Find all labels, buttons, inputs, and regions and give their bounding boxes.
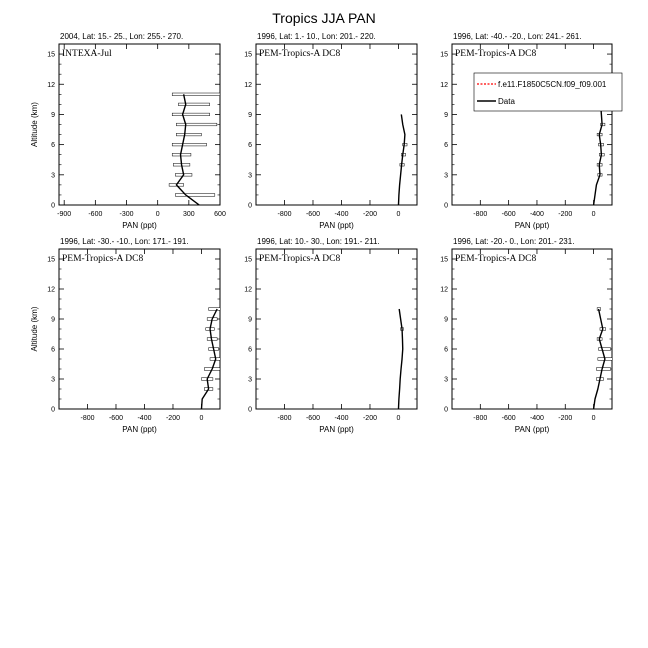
y-tick-label: 0 — [248, 202, 252, 210]
x-tick-label: -200 — [362, 211, 377, 218]
x-tick-label: -400 — [529, 211, 544, 218]
y-tick-label: 12 — [244, 286, 252, 294]
panel-5 — [244, 237, 417, 434]
x-tick-label: -300 — [119, 211, 134, 218]
plot-frame — [256, 44, 417, 205]
x-axis-label: PAN (ppt) — [514, 425, 550, 434]
y-tick-label: 9 — [444, 316, 448, 324]
x-tick-label: 0 — [155, 211, 160, 218]
x-axis-label: PAN (ppt) — [514, 221, 550, 230]
campaign-label: PEM-Tropics-A DC8 — [62, 254, 144, 264]
y-tick-label: 9 — [51, 111, 55, 119]
x-tick-label: -800 — [277, 415, 292, 422]
error-bar — [176, 123, 217, 126]
y-tick-label: 0 — [51, 406, 55, 414]
legend-model-label: f.e11.F1850C5CN.f09_f09.001 — [498, 80, 607, 89]
panel-header: 2004, Lat: 15.- 25., Lon: 255.- 270. — [60, 32, 184, 41]
y-tick-label: 9 — [248, 316, 252, 324]
x-axis-label: PAN (ppt) — [319, 425, 354, 434]
x-tick-label: -800 — [80, 415, 95, 422]
panel-header: 1996, Lat: -30.- -10., Lon: 171.- 191. — [60, 237, 189, 246]
y-tick-label: 3 — [444, 376, 448, 384]
x-tick-label: 0 — [199, 415, 204, 422]
x-tick-label: -800 — [277, 211, 292, 218]
y-tick-label: 3 — [51, 376, 55, 384]
x-tick-label: -200 — [558, 415, 573, 422]
x-tick-label: -600 — [108, 415, 123, 422]
data-line — [398, 114, 404, 205]
plot-frame — [59, 249, 220, 409]
y-tick-label: 15 — [440, 256, 448, 264]
x-axis-label: PAN (ppt) — [122, 221, 157, 230]
x-axis-label: PAN (ppt) — [319, 221, 354, 230]
panel-6 — [440, 237, 613, 434]
y-tick-label: 3 — [51, 172, 55, 180]
x-tick-label: 300 — [182, 211, 195, 218]
plot-frame — [256, 249, 417, 409]
error-bar — [178, 103, 209, 106]
x-tick-label: -400 — [529, 415, 544, 422]
data-line — [176, 94, 199, 205]
y-tick-label: 0 — [51, 202, 55, 210]
panels — [30, 32, 622, 434]
plot-area — [201, 308, 221, 409]
panel-header: 1996, Lat: 10.- 30., Lon: 191.- 211. — [257, 237, 380, 246]
y-tick-label: 12 — [440, 81, 448, 89]
y-axis-label: Altitude (km) — [30, 306, 39, 352]
x-axis-label: PAN (ppt) — [122, 425, 157, 434]
y-tick-label: 3 — [248, 172, 252, 180]
legend — [474, 73, 622, 111]
x-tick-label: 0 — [591, 415, 596, 422]
plot-area — [594, 104, 605, 205]
panel-header: 1996, Lat: -40.- -20., Lon: 241.- 261. — [453, 32, 582, 41]
campaign-label: INTEXA-Jul — [62, 49, 112, 59]
plot-area — [594, 308, 614, 409]
campaign-label: PEM-Tropics-A DC8 — [259, 254, 341, 264]
error-bar — [175, 194, 214, 197]
x-tick-label: -600 — [305, 415, 320, 422]
x-tick-label: -200 — [362, 415, 377, 422]
y-tick-label: 15 — [244, 256, 252, 264]
x-tick-label: -900 — [57, 211, 72, 218]
plot-area — [398, 309, 403, 409]
error-bar — [596, 368, 610, 371]
y-tick-label: 6 — [51, 346, 55, 354]
panel-1 — [30, 32, 226, 230]
data-line — [594, 104, 602, 205]
y-tick-label: 15 — [440, 51, 448, 59]
error-bar — [599, 348, 611, 351]
y-tick-label: 0 — [444, 406, 448, 414]
error-bar — [172, 143, 206, 146]
y-tick-label: 6 — [444, 346, 448, 354]
y-tick-label: 6 — [51, 142, 55, 150]
data-line — [398, 309, 402, 409]
x-tick-label: -400 — [137, 415, 152, 422]
legend-box — [474, 73, 622, 111]
x-tick-label: -600 — [88, 211, 103, 218]
y-tick-label: 3 — [248, 376, 252, 384]
y-tick-label: 15 — [244, 51, 252, 59]
x-tick-label: -200 — [558, 211, 573, 218]
x-tick-label: 0 — [396, 211, 401, 218]
campaign-label: PEM-Tropics-A DC8 — [455, 49, 537, 59]
error-bar — [176, 133, 201, 136]
x-tick-label: -800 — [473, 415, 488, 422]
plot-frame — [452, 44, 612, 205]
error-bar — [172, 93, 220, 96]
y-tick-label: 12 — [47, 81, 55, 89]
error-bar — [598, 358, 614, 361]
panel-header: 1996, Lat: -20.- 0., Lon: 201.- 231. — [453, 237, 575, 246]
x-tick-label: -200 — [165, 415, 180, 422]
panel-header: 1996, Lat: 1.- 10., Lon: 201.- 220. — [257, 32, 376, 41]
y-tick-label: 9 — [444, 111, 448, 119]
plot-area — [169, 93, 220, 205]
x-tick-label: -600 — [501, 211, 516, 218]
campaign-label: PEM-Tropics-A DC8 — [259, 49, 341, 59]
y-tick-label: 12 — [440, 286, 448, 294]
error-bar — [172, 153, 191, 156]
x-tick-label: 600 — [214, 211, 226, 218]
x-tick-label: -800 — [473, 211, 488, 218]
figure-title: Tropics JJA PAN — [272, 10, 376, 26]
y-tick-label: 9 — [248, 111, 252, 119]
panel-2 — [244, 32, 417, 230]
y-tick-label: 6 — [444, 142, 448, 150]
error-bar — [209, 308, 222, 311]
y-tick-label: 12 — [244, 81, 252, 89]
y-tick-label: 6 — [248, 346, 252, 354]
error-bar — [172, 113, 209, 116]
y-tick-label: 15 — [47, 256, 55, 264]
panel-3 — [440, 32, 622, 230]
panel-4 — [30, 237, 221, 434]
plot-area — [398, 114, 407, 205]
y-tick-label: 6 — [248, 142, 252, 150]
y-tick-label: 0 — [248, 406, 252, 414]
y-tick-label: 3 — [444, 172, 448, 180]
y-tick-label: 0 — [444, 202, 448, 210]
x-tick-label: 0 — [396, 415, 401, 422]
y-tick-label: 9 — [51, 316, 55, 324]
campaign-label: PEM-Tropics-A DC8 — [455, 254, 537, 264]
x-tick-label: -600 — [305, 211, 320, 218]
plot-frame — [452, 249, 612, 409]
y-axis-label: Altitude (km) — [30, 102, 39, 147]
legend-data-label: Data — [498, 97, 515, 106]
x-tick-label: -400 — [334, 415, 349, 422]
x-tick-label: 0 — [591, 211, 596, 218]
x-tick-label: -400 — [334, 211, 349, 218]
y-tick-label: 15 — [47, 51, 55, 59]
y-tick-label: 12 — [47, 286, 55, 294]
x-tick-label: -600 — [501, 415, 516, 422]
